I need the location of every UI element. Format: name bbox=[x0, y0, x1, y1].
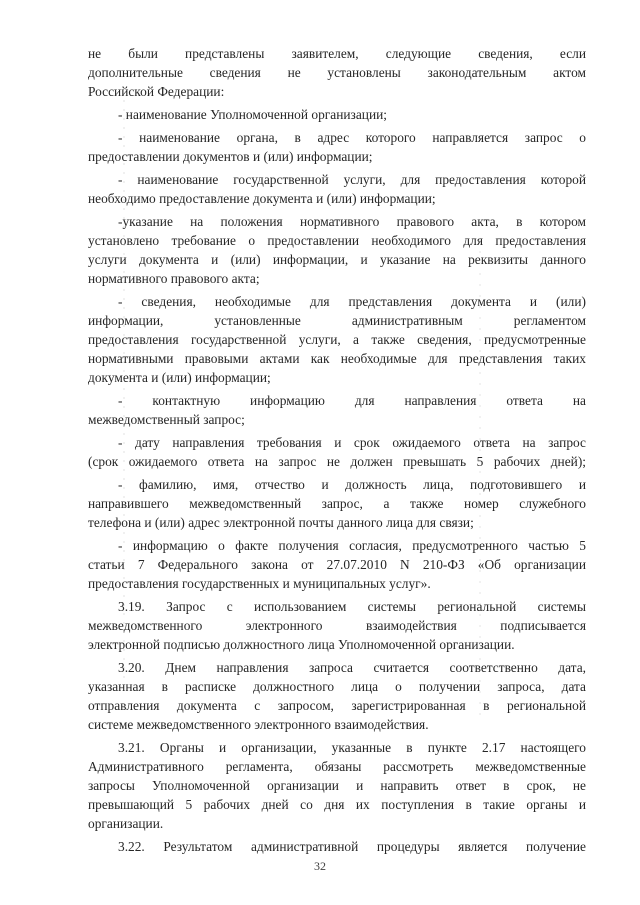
text-line: предоставлении документов и (или) информации; bbox=[88, 149, 373, 164]
text-line: Административного регламента, обязаны рассмотреть межведомственные bbox=[88, 759, 586, 774]
text-line: предоставления государственных и муниципальных услуг». bbox=[88, 576, 431, 591]
text-line: 3.22. Результатом административной процедуры является получение bbox=[118, 839, 586, 854]
text-line: - наименование органа, в адрес которого направляется запрос о bbox=[118, 130, 586, 145]
text-line: необходимо предоставление документа и (или) информации; bbox=[88, 191, 436, 206]
text-line: превышающий 5 рабочих дней со дня их поступления в такие органы и bbox=[88, 797, 586, 812]
text-line: направившего межведомственный запрос, а также номер служебного bbox=[88, 496, 586, 511]
text-line: - наименование Уполномоченной организации; bbox=[118, 107, 388, 122]
text-line: межведомственного электронного взаимодействия подписывается bbox=[88, 618, 586, 633]
text-line: нормативными правовыми актами как необходимые для представления таких bbox=[88, 351, 586, 366]
text-line: предоставления государственной услуги, а также сведения, предусмотренные bbox=[88, 332, 586, 347]
text-line: электронной подписью должностного лица Уполномоченной организации. bbox=[88, 637, 515, 652]
text-line: - фамилию, имя, отчество и должность лица, подготовившего и bbox=[118, 477, 586, 492]
text-line: указанная в расписке должностного лица о получении запроса, дата bbox=[88, 679, 586, 694]
text-line: - сведения, необходимые для представления документа и (или) bbox=[118, 294, 586, 309]
page-number: 32 bbox=[314, 859, 326, 873]
text-line: статьи 7 Федерального закона от 27.07.2010 N 210-ФЗ «Об организации bbox=[88, 557, 586, 572]
text-line: информации, установленные административным регламентом bbox=[88, 313, 586, 328]
text-line: запросы Уполномоченной организации и направить ответ в срок, не bbox=[88, 778, 586, 793]
text-line: 3.19. Запрос с использованием системы региональной системы bbox=[118, 599, 586, 614]
text-line: установлено требование о предоставлении необходимого для предоставления bbox=[88, 233, 586, 248]
text-line: организации. bbox=[88, 816, 164, 831]
text-line: нормативного правового акта; bbox=[88, 271, 260, 286]
text-line: системе межведомственного электронного взаимодействия. bbox=[88, 717, 429, 732]
text-line: дополнительные сведения не установлены законодательным актом bbox=[88, 65, 586, 80]
text-line: 3.21. Органы и организации, указанные в пункте 2.17 настоящего bbox=[118, 740, 586, 755]
text-line: межведомственный запрос; bbox=[88, 412, 245, 427]
text-line: -указание на положения нормативного правового акта, в котором bbox=[118, 214, 586, 229]
text-line: (срок ожидаемого ответа на запрос не должен превышать 5 рабочих дней); bbox=[88, 454, 586, 469]
text-line: Российской Федерации: bbox=[88, 84, 225, 99]
text-line: - наименование государственной услуги, для предоставления которой bbox=[118, 172, 586, 187]
text-line: отправления документа с запросом, зарегистрированная в региональной bbox=[88, 698, 586, 713]
text-line: телефона и (или) адрес электронной почты данного лица для связи; bbox=[88, 515, 474, 530]
text-line: - контактную информацию для направления ответа на bbox=[118, 393, 586, 408]
text-line: не были представлены заявителем, следующие сведения, если bbox=[88, 46, 586, 61]
text-line: - информацию о факте получения согласия, предусмотренного частью 5 bbox=[118, 538, 586, 553]
text-line: - дату направления требования и срок ожидаемого ответа на запрос bbox=[118, 435, 586, 450]
text-line: услуги документа и (или) информации, и указание на реквизиты данного bbox=[88, 252, 586, 267]
text-line: документа и (или) информации; bbox=[88, 370, 271, 385]
text-line: 3.20. Днем направления запроса считается соответственно дата, bbox=[118, 660, 586, 675]
